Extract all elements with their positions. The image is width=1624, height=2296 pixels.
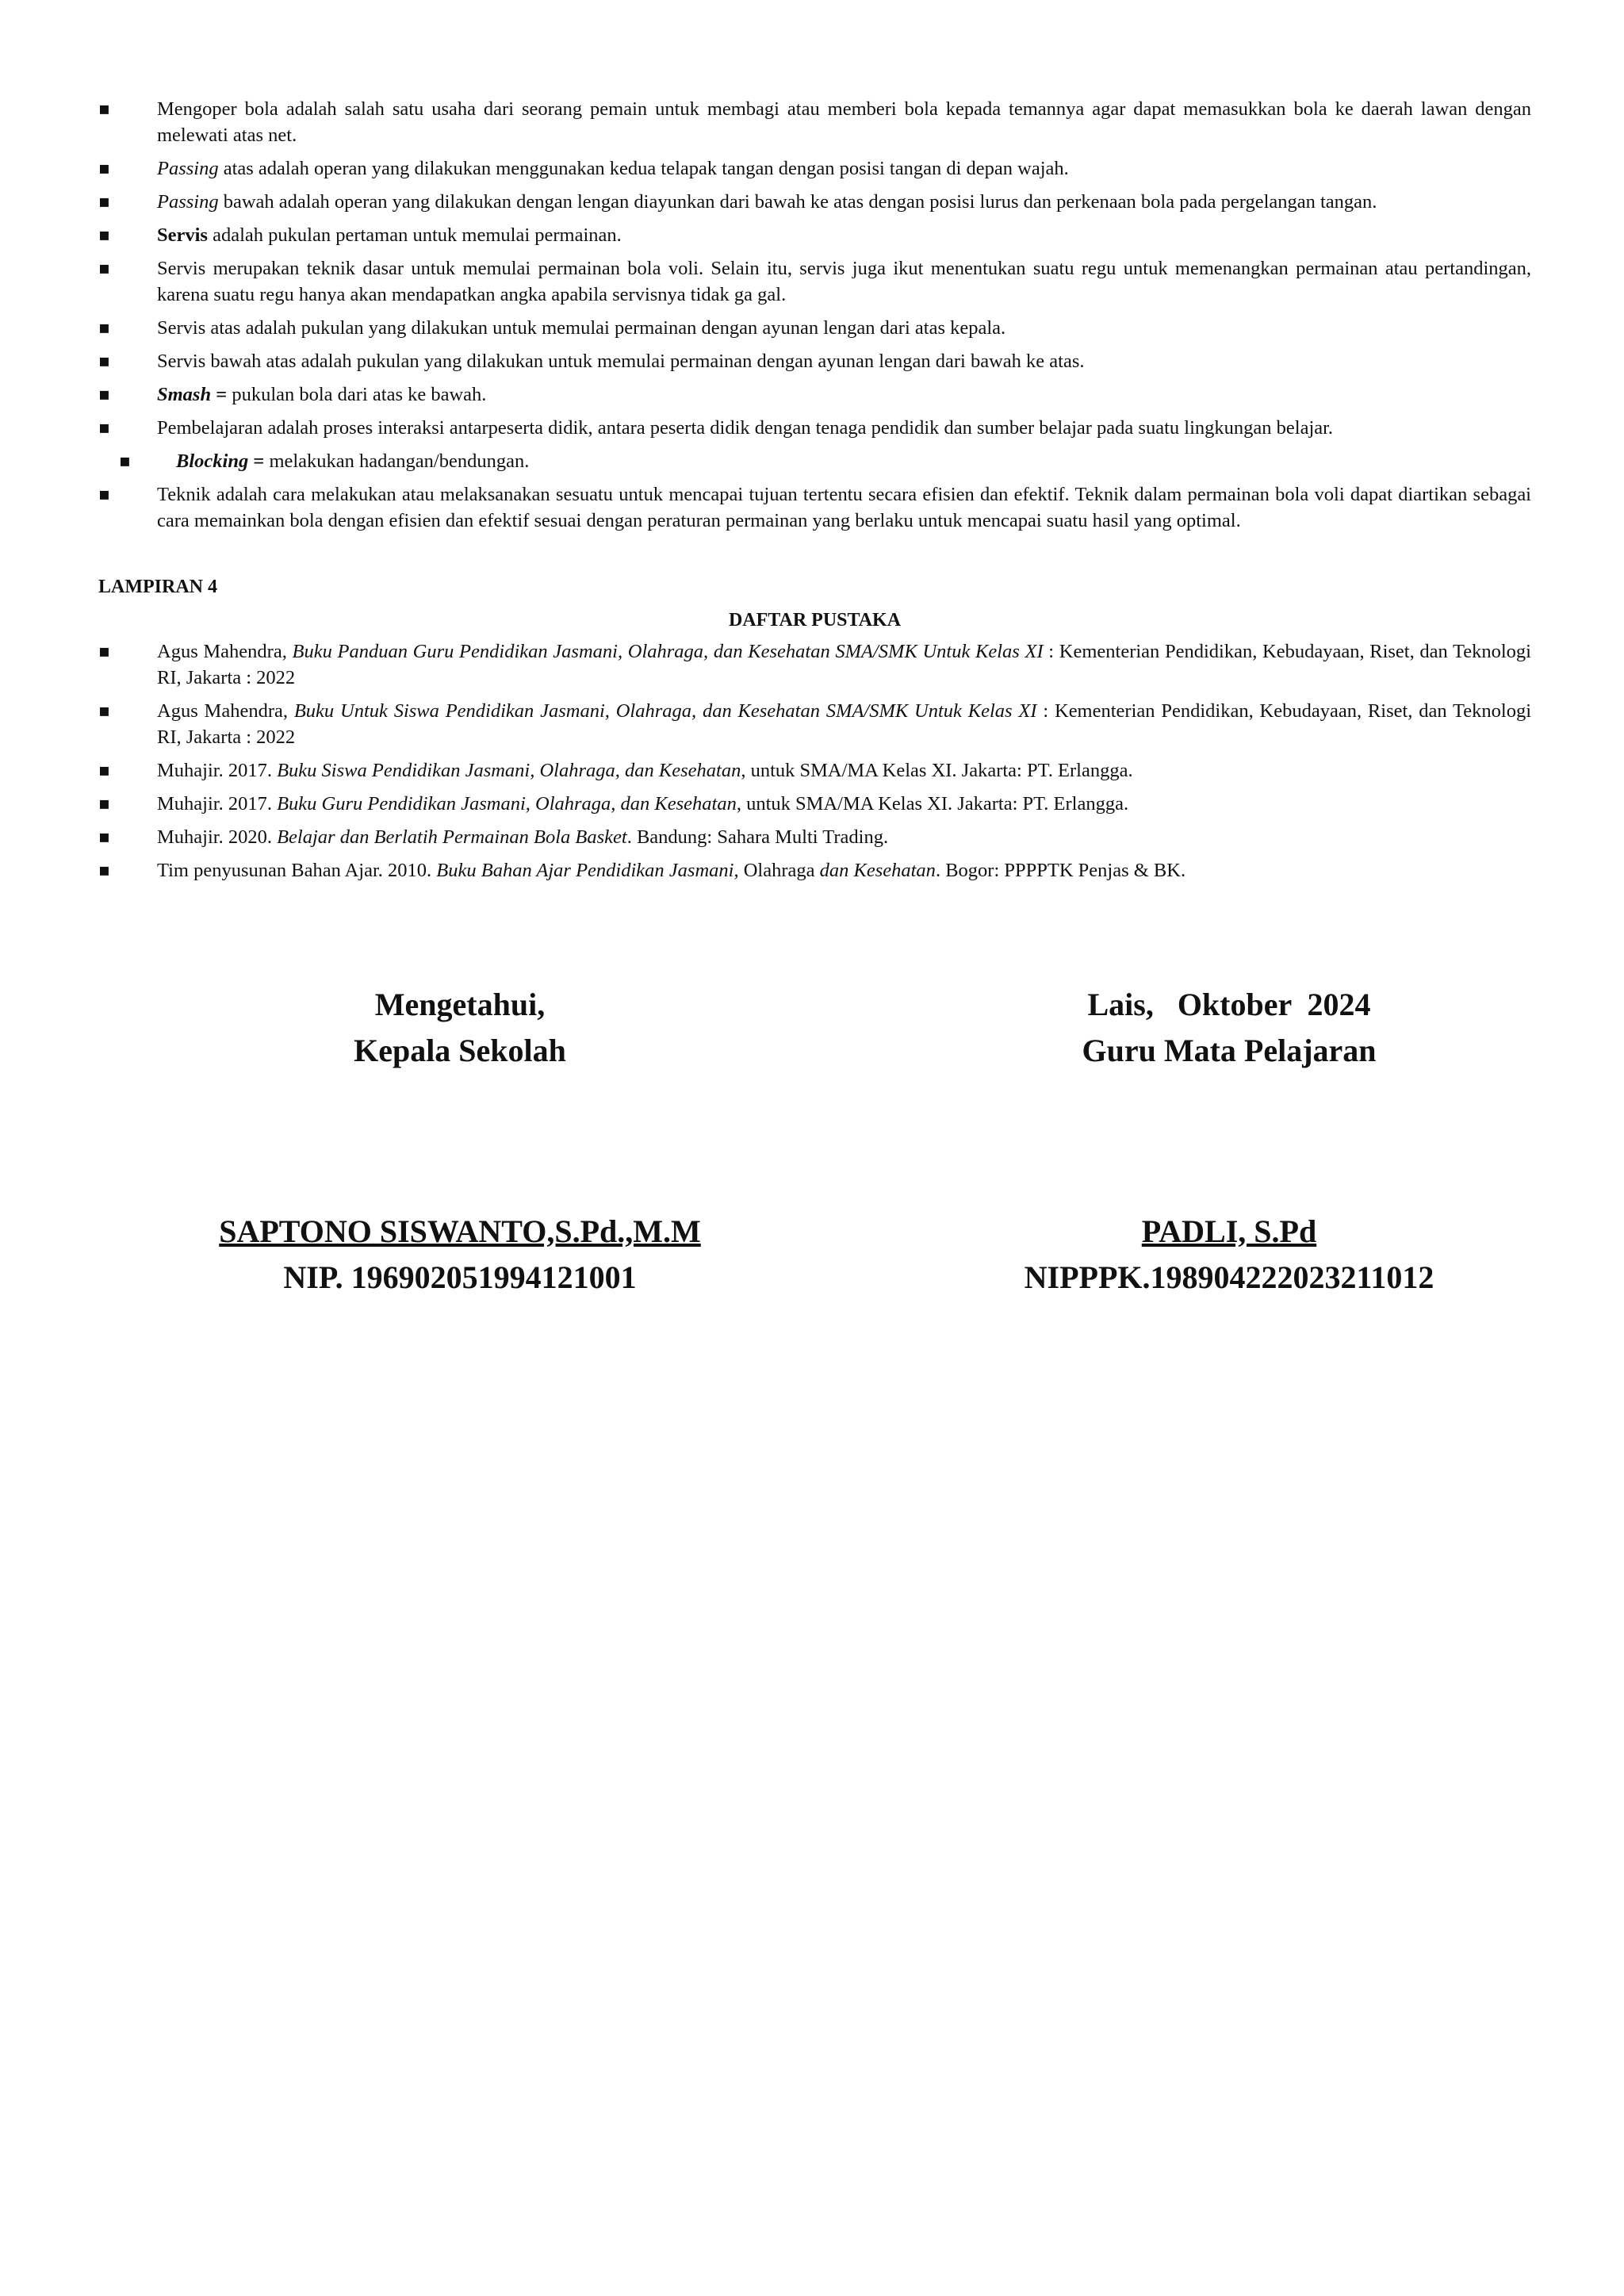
text-segment: Buku Bahan Ajar Pendidikan Jasmani, xyxy=(436,860,739,881)
text-segment: Olahraga xyxy=(738,860,820,881)
text-segment: atas adalah operan yang dilakukan menggunakan kedua telapak tangan dengan posisi tangan di depan wajah. xyxy=(218,158,1069,179)
text-segment: Pembelajaran adalah proses interaksi antarpeserta didik, antara peserta didik dengan tenaga pendidik dan sumber belajar pada suatu lingkungan belajar. xyxy=(157,417,1334,439)
text-segment: Buku Siswa Pendidikan Jasmani, Olahraga, dan Kesehatan xyxy=(277,760,741,781)
text-segment: Muhajir. 2020. xyxy=(157,826,278,848)
text-segment: Mengoper bola adalah salah satu usaha dari seorang pemain untuk membagi atau memberi bola kepada temannya agar dapat memasukkan bola ke daerah lawan dengan melewati atas net. xyxy=(157,98,1531,146)
signature-right-name: PADLI, S.Pd xyxy=(1141,1213,1317,1249)
reference-item xyxy=(98,698,1531,750)
reference-item xyxy=(98,857,1531,884)
text-segment: Servis bawah atas adalah pukulan yang dilakukan untuk memulai permainan dengan ayunan lengan dari bawah ke atas. xyxy=(157,351,1085,372)
text-segment: Servis xyxy=(157,224,208,246)
bullet-square-icon: ▪ xyxy=(119,451,131,471)
text-segment: Servis atas adalah pukulan yang dilakukan untuk memulai permainan dengan ayunan lengan dari atas kepala. xyxy=(157,317,1006,339)
definition-item xyxy=(98,255,1531,308)
bullet-square-icon: ▪ xyxy=(98,418,110,438)
text-segment: Buku Panduan Guru Pendidikan Jasmani, Olahraga, dan Kesehatan SMA/SMK Untuk Kelas XI xyxy=(292,641,1044,662)
bullet-square-icon: ▪ xyxy=(98,159,110,178)
text-segment: Passing xyxy=(157,191,219,213)
bullet-square-icon: ▪ xyxy=(98,827,110,847)
definitions-list xyxy=(98,96,1531,534)
bullet-square-icon: ▪ xyxy=(98,485,110,504)
signature-right-place-date: Lais, Oktober 2024 xyxy=(1087,987,1371,1022)
text-segment: Muhajir. 2017. xyxy=(157,793,278,815)
signature-left-name: SAPTONO SISWANTO,S.Pd.,M.M xyxy=(219,1213,701,1249)
bullet-square-icon: ▪ xyxy=(98,99,110,119)
reference-item xyxy=(98,757,1531,784)
definition-item xyxy=(98,315,1531,341)
text-segment: Tim penyusunan Bahan Ajar. 2010. xyxy=(157,860,437,881)
bullet-square-icon: ▪ xyxy=(98,701,110,721)
lampiran-heading: LAMPIRAN 4 xyxy=(98,577,217,597)
text-segment: , untuk SMA/MA Kelas XI. Jakarta: PT. Erlangga. xyxy=(736,793,1129,815)
signature-left-identity xyxy=(198,1209,722,1301)
bullet-square-icon: ▪ xyxy=(98,761,110,780)
definition-item xyxy=(98,381,1531,408)
text-segment: Buku Untuk Siswa Pendidikan Jasmani, Olahraga, dan Kesehatan SMA/SMK Untuk Kelas XI xyxy=(293,700,1037,722)
text-segment: melakukan hadangan/bendungan. xyxy=(269,450,530,472)
text-segment: Agus Mahendra, xyxy=(157,641,293,662)
signature-right-block xyxy=(967,982,1491,1074)
text-segment: pukulan bola dari atas ke bawah. xyxy=(232,384,487,405)
signature-right-nip: NIPPPK.198904222023211012 xyxy=(1024,1259,1434,1295)
text-segment: Passing xyxy=(157,158,219,179)
text-segment: dan Kesehatan xyxy=(819,860,936,881)
bullet-square-icon: ▪ xyxy=(98,192,110,212)
text-segment: Blocking xyxy=(176,450,249,472)
text-segment: Smash xyxy=(157,384,212,405)
text-segment: bawah adalah operan yang dilakukan dengan lengan diayunkan dari bawah ke atas dengan posisi lurus dan perkenaan bola pada pergelangan tangan. xyxy=(218,191,1377,213)
reference-item xyxy=(98,791,1531,817)
text-segment: Servis merupakan teknik dasar untuk memulai permainan bola voli. Selain itu, servis juga ikut menentukan suatu regu untuk memenangkan permainan atau pertandingan, karena suatu regu hanya akan mendapatkan angka apabila servisnya tidak ga gal. xyxy=(157,258,1531,305)
text-segment: Belajar dan Berlatih Permainan Bola Basket xyxy=(277,826,627,848)
text-segment: . Bandung: Sahara Multi Trading. xyxy=(626,826,889,848)
bullet-square-icon: ▪ xyxy=(98,642,110,661)
definition-item xyxy=(98,155,1531,182)
references-list xyxy=(98,638,1531,884)
bullet-square-icon: ▪ xyxy=(98,225,110,245)
signature-left-role: Kepala Sekolah xyxy=(354,1033,566,1068)
text-segment: , untuk SMA/MA Kelas XI. Jakarta: PT. Erlangga. xyxy=(741,760,1133,781)
text-segment: . Bogor: PPPPTK Penjas & BK. xyxy=(935,860,1186,881)
definition-item xyxy=(98,348,1531,374)
text-segment: adalah pukulan pertaman untuk memulai permainan. xyxy=(207,224,622,246)
signature-left-block xyxy=(198,982,722,1074)
signature-right-role: Guru Mata Pelajaran xyxy=(1082,1033,1377,1068)
definition-item xyxy=(98,481,1531,534)
text-segment: Muhajir. 2017. xyxy=(157,760,278,781)
bullet-square-icon: ▪ xyxy=(98,861,110,880)
bullet-square-icon: ▪ xyxy=(98,259,110,278)
bullet-square-icon: ▪ xyxy=(98,385,110,404)
definition-item xyxy=(98,415,1531,441)
text-segment: Agus Mahendra, xyxy=(157,700,294,722)
text-segment: Teknik adalah cara melakukan atau melaksanakan sesuatu untuk mencapai tujuan tertentu secara efisien dan efektif. Teknik dalam permainan bola voli dapat diartikan sebagai cara memainkan bola dengan efisien dan efektif sesuai dengan peraturan permainan yang berlaku untuk mencapai suatu hasil yang optimal. xyxy=(157,484,1531,531)
definition-item xyxy=(98,96,1531,148)
definition-item xyxy=(98,189,1531,215)
definition-item xyxy=(98,222,1531,248)
daftar-pustaka-title: DAFTAR PUSTAKA xyxy=(728,610,902,631)
text-segment: = xyxy=(211,384,232,405)
signature-right-identity xyxy=(967,1209,1491,1301)
text-segment: : Kementerian Pendidikan, Kebudayaan, Riset, dan Teknologi RI, Jakarta : 2022 xyxy=(157,641,1531,688)
bullet-square-icon: ▪ xyxy=(98,318,110,338)
text-segment: : Kementerian Pendidikan, Kebudayaan, Riset, dan Teknologi RI, Jakarta : 2022 xyxy=(157,700,1531,748)
document-content xyxy=(98,96,1531,891)
signature-left-nip: NIP. 196902051994121001 xyxy=(283,1259,637,1295)
bullet-square-icon: ▪ xyxy=(98,351,110,371)
text-segment: = xyxy=(248,450,270,472)
definition-item xyxy=(98,448,1531,474)
signature-left-greeting: Mengetahui, xyxy=(374,987,546,1022)
text-segment: Buku Guru Pendidikan Jasmani, Olahraga, dan Kesehatan xyxy=(277,793,737,815)
reference-item xyxy=(98,638,1531,691)
bullet-square-icon: ▪ xyxy=(98,794,110,814)
reference-item xyxy=(98,824,1531,850)
